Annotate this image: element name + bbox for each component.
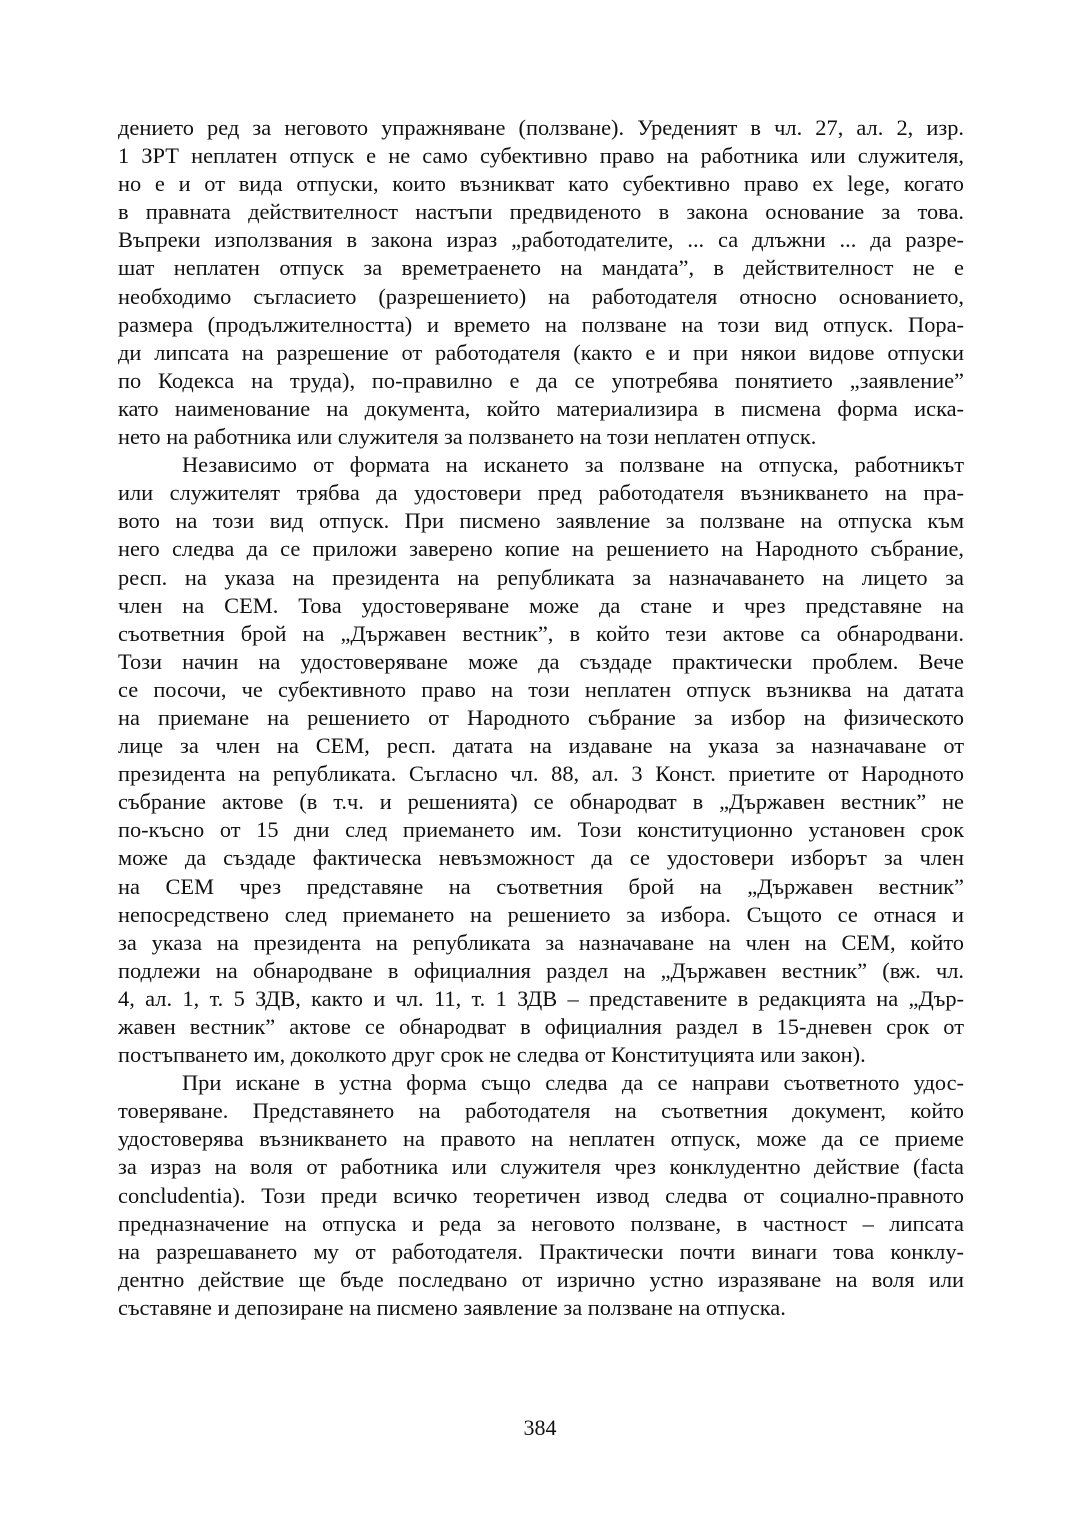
text-line: размера (продължителността) и времето на ползване на този вид отпуск. Пора- <box>118 311 964 337</box>
text-line: по-късно от 15 дни след приемането им. Този конституционно установен срок <box>118 817 964 843</box>
text-line: подлежи на обнародване в официалния раздел на „Държавен вестник” (вж. чл. <box>118 957 964 983</box>
paragraph-1 <box>118 114 964 451</box>
text-line: непосредствено след приемането на решението за избора. Същото се отнася и <box>118 901 964 927</box>
text-line: Въпреки използвания в закона израз „работодателите, ... са длъжни ... да разре- <box>118 227 964 253</box>
text-line: или служителят трябва да удостовери пред работодателя възникването на пра- <box>118 480 964 506</box>
text-line: постъпването им, доколкото друг срок не следва от Конституцията или закон). <box>118 1042 866 1068</box>
text-line: ди липсата на разрешение от работодателя (както е и при някои видове отпуски <box>118 339 964 365</box>
text-line: но е и от вида отпуски, които възникват като субективно право ex lege, когато <box>118 171 964 197</box>
text-line: дението ред за неговото упражняване (ползване). Уреденият в чл. 27, ал. 2, изр. <box>118 115 964 140</box>
text-line: вото на този вид отпуск. При писмено заявление за ползване на отпуска към <box>118 508 964 534</box>
text-line: за израз на воля от работника или служителя чрез конклудентно действие (facta <box>118 1154 964 1180</box>
text-line: на разрешаването му от работодателя. Практически почти винаги това конклу- <box>118 1238 964 1264</box>
text-line: 1 ЗРТ неплатен отпуск е не само субективно право на работника или служителя, <box>118 143 964 169</box>
text-line: дентно действие ще бъде последвано от изрично устно изразяване на воля или <box>118 1266 964 1292</box>
text-line: съставяне и депозиране на писмено заявление за ползване на отпуска. <box>118 1294 786 1320</box>
text-line: него следва да се приложи заверено копие на решението на Народното събрание, <box>118 536 964 562</box>
text-line: При искане в устна форма също следва да се направи съответното удос- <box>182 1070 964 1096</box>
text-line: concludentia). Този преди всичко теоретичен извод следва от социално-правното <box>118 1182 964 1208</box>
document-body <box>118 114 964 1322</box>
text-line: съответния брой на „Държавен вестник”, в който тези актове са обнародвани. <box>118 620 964 646</box>
text-line: на СЕМ чрез представяне на съответния брой на „Държавен вестник” <box>118 873 964 899</box>
text-line: жавен вестник” актове се обнародват в официалния раздел в 15-дневен срок от <box>118 1014 964 1039</box>
text-line: товеряване. Представянето на работодателя на съответния документ, който <box>118 1098 964 1124</box>
text-line: необходимо съгласието (разрешението) на работодателя относно основанието, <box>118 283 964 309</box>
paragraph-3 <box>118 1069 964 1322</box>
text-line: по Кодекса на труда), по-правилно е да се употребява понятието „заявление” <box>118 367 964 393</box>
text-line: удостоверява възникването на правото на неплатен отпуск, може да се приеме <box>118 1126 964 1152</box>
text-line: в правната действителност настъпи предвиденото в закона основание за това. <box>118 199 964 225</box>
text-line: лице за член на СЕМ, респ. датата на издаване на указа за назначаване от <box>118 733 964 759</box>
text-line: може да създаде фактическа невъзможност да се удостовери изборът за член <box>118 845 964 871</box>
text-line: член на СЕМ. Това удостоверяване може да стане и чрез представяне на <box>118 592 964 618</box>
text-line: като наименование на документа, който материализира в писмена форма иска- <box>118 395 964 421</box>
text-line: респ. на указа на президента на републиката за назначаването на лицето за <box>118 564 964 590</box>
text-line: за указа на президента на републиката за назначаване на член на СЕМ, който <box>118 929 964 955</box>
paragraph-2 <box>118 451 964 1069</box>
text-line: се посочи, че субективното право на този неплатен отпуск възниква на датата <box>118 676 964 702</box>
text-line: президента на републиката. Съгласно чл. 88, ал. 3 Конст. приетите от Народното <box>118 761 964 787</box>
text-line: на приемане на решението от Народното събрание за избор на физическото <box>118 704 964 730</box>
text-line: Независимо от формата на искането за ползване на отпуска, работникът <box>182 452 964 478</box>
page-number: 384 <box>523 1415 557 1440</box>
text-line: Този начин на удостоверяване може да създаде практически проблем. Вече <box>118 648 964 674</box>
text-line: събрание актове (в т.ч. и решенията) се обнародват в „Държавен вестник” не <box>118 789 964 815</box>
text-line: 4, ал. 1, т. 5 ЗДВ, както и чл. 11, т. 1 ЗДВ – представените в редакцията на „Дър- <box>118 985 964 1011</box>
text-line: шат неплатен отпуск за времетраенето на мандата”, в действителност не е <box>118 255 964 281</box>
text-line: предназначение на отпуска и реда за неговото ползване, в частност – липсата <box>118 1210 964 1236</box>
text-line: нето на работника или служителя за ползването на този неплатен отпуск. <box>118 424 817 450</box>
